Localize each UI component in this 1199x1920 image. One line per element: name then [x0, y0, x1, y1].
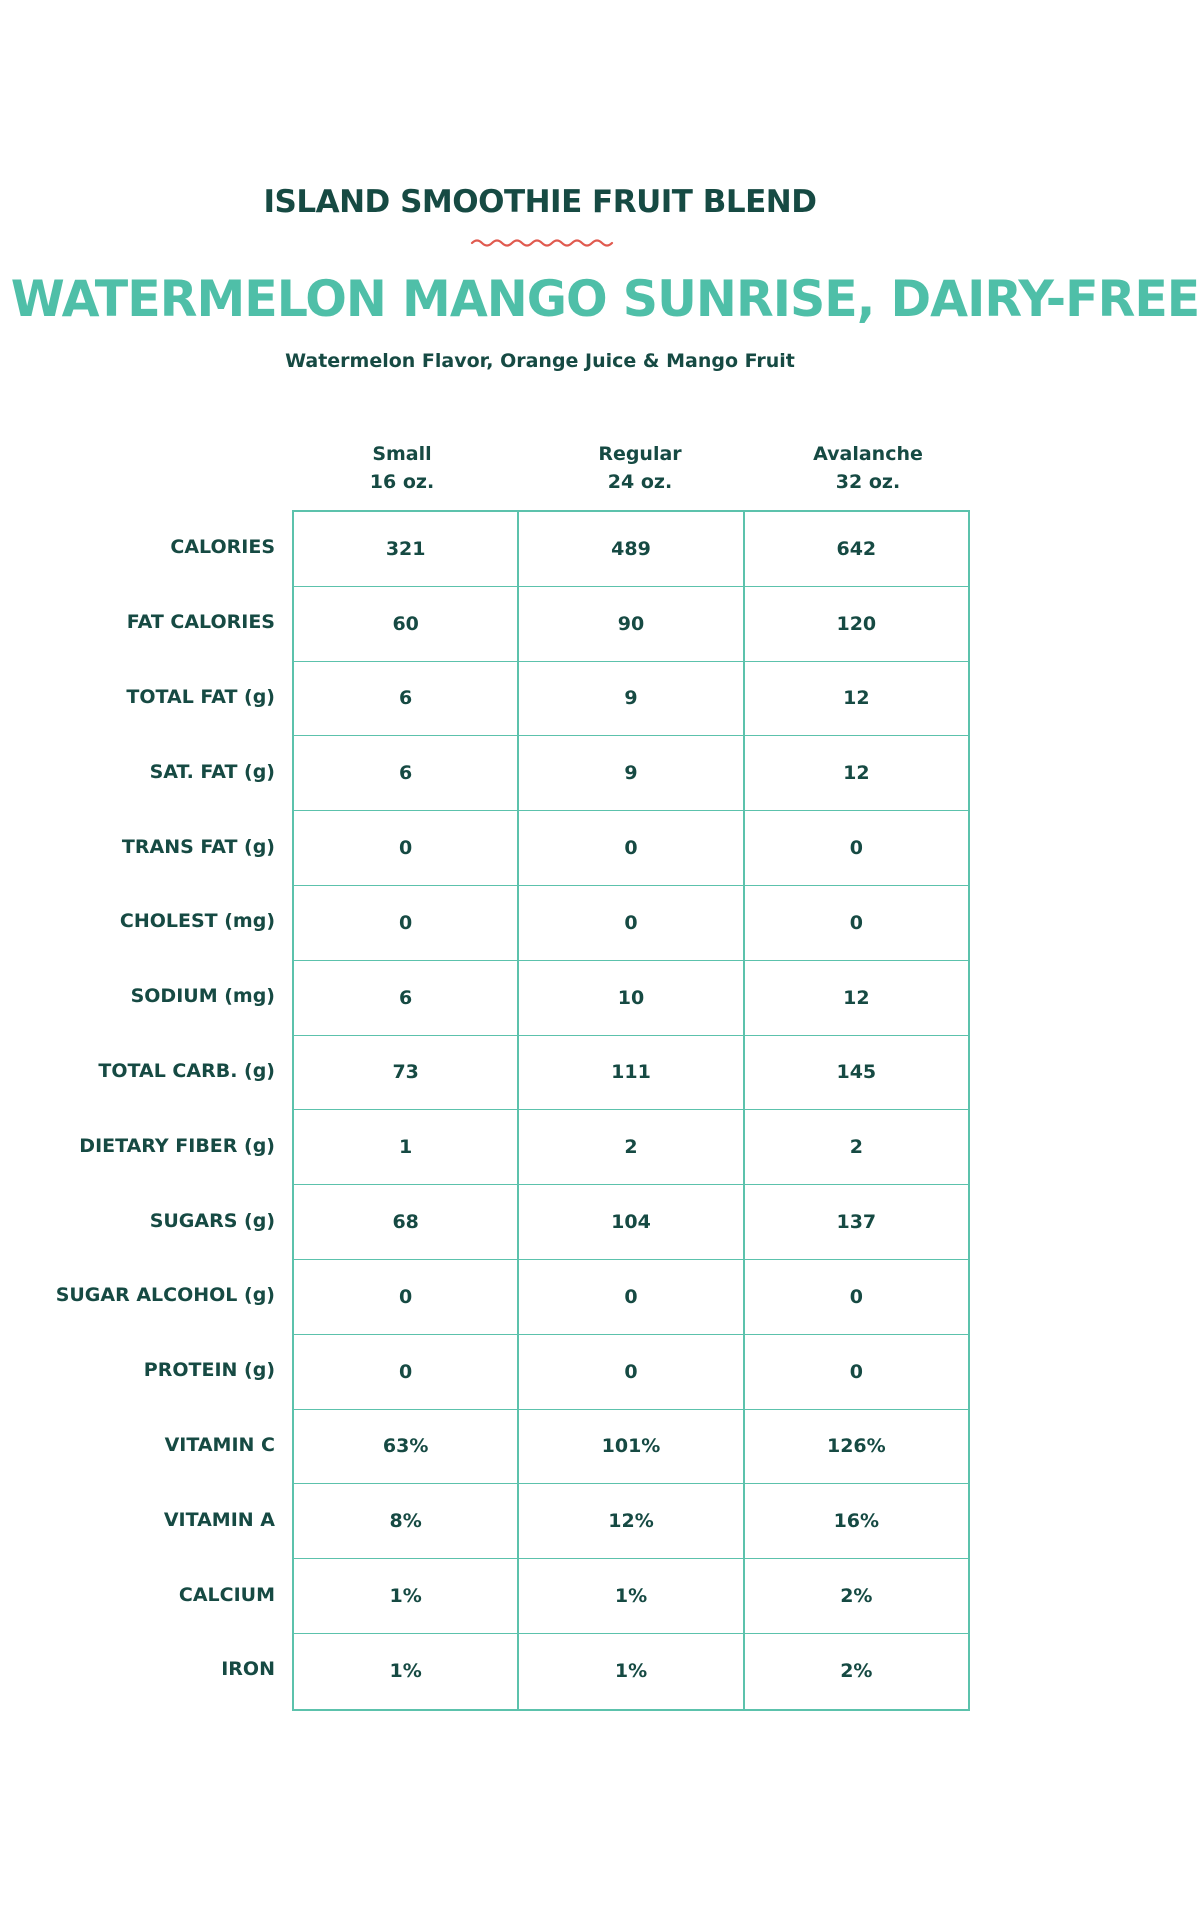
nutrient-value-cell: 0: [519, 811, 744, 885]
nutrient-value-cell: 0: [519, 886, 744, 960]
nutrient-value-cell: 0: [519, 1260, 744, 1334]
nutrient-label: SODIUM (mg): [130, 985, 275, 1008]
nutrient-value-cell: 2%: [840, 1585, 873, 1608]
size-name: Small: [372, 443, 432, 465]
nutrient-label: CALORIES: [170, 536, 275, 559]
table-row: [294, 512, 968, 587]
nutrient-value-cell: 12: [843, 762, 870, 785]
table-row: [294, 587, 968, 662]
nutrient-value-cell: 63%: [294, 1410, 519, 1484]
nutrient-labels: [0, 510, 275, 1707]
nutrition-grid: [292, 510, 970, 1711]
nutrient-label: PROTEIN (g): [143, 1359, 275, 1382]
nutrient-value-cell: 6: [294, 736, 519, 810]
nutrient-value-cell: 0: [294, 886, 519, 960]
nutrient-value-cell: 104: [519, 1185, 744, 1259]
product-subtitle: Watermelon Flavor, Orange Juice & Mango Fruit: [285, 350, 795, 372]
nutrient-value-cell: 90: [519, 587, 744, 661]
nutrient-value-cell: 1: [294, 1110, 519, 1184]
size-volume: 24 oz.: [607, 471, 673, 493]
nutrient-value-cell: 0: [849, 1285, 863, 1308]
nutrient-value-cell: 10: [519, 961, 744, 1035]
nutrient-value-cell: 68: [294, 1185, 519, 1259]
nutrient-value-cell: 12%: [519, 1484, 744, 1558]
table-row: [294, 961, 968, 1036]
nutrient-label: FAT CALORIES: [126, 611, 275, 634]
nutrient-value-cell: 0: [849, 837, 863, 860]
size-name: Avalanche: [813, 443, 923, 465]
table-row: [294, 1410, 968, 1485]
nutrient-value-cell: 0: [519, 1335, 744, 1409]
nutrient-value-cell: 60: [294, 587, 519, 661]
nutrient-value-cell: 321: [294, 512, 519, 586]
nutrient-value-cell: 9: [519, 736, 744, 810]
table-row: [294, 1484, 968, 1559]
nutrient-value-cell: 101%: [519, 1410, 744, 1484]
table-row: [294, 886, 968, 961]
nutrient-label: SUGARS (g): [149, 1209, 275, 1232]
nutrient-value-cell: 12: [843, 687, 870, 710]
nutrient-value-cell: 1%: [519, 1634, 744, 1709]
nutrient-value-cell: 126%: [826, 1435, 886, 1458]
nutrient-label: DIETARY FIBER (g): [79, 1134, 275, 1157]
table-row: [294, 1185, 968, 1260]
nutrient-value-cell: 0: [294, 1335, 519, 1409]
nutrient-value-cell: 111: [519, 1036, 744, 1110]
size-header-avalanche: [798, 440, 938, 496]
nutrient-value-cell: 16%: [833, 1510, 880, 1533]
nutrient-value-cell: 137: [836, 1211, 877, 1234]
nutrient-value-cell: 9: [519, 662, 744, 736]
nutrient-value-cell: 489: [519, 512, 744, 586]
size-volume: 32 oz.: [835, 471, 901, 493]
nutrient-label: TOTAL FAT (g): [126, 685, 275, 708]
nutrient-value-cell: 1%: [294, 1559, 519, 1633]
nutrient-value-cell: 145: [836, 1061, 877, 1084]
nutrient-value-cell: 0: [849, 911, 863, 934]
nutrient-value-cell: 73: [294, 1036, 519, 1110]
nutrient-label: IRON: [221, 1658, 275, 1681]
nutrient-label: SAT. FAT (g): [149, 760, 275, 783]
nutrient-value-cell: 0: [849, 1360, 863, 1383]
nutrient-value-cell: 2: [849, 1136, 863, 1159]
table-row: [294, 1036, 968, 1111]
nutrient-label: SUGAR ALCOHOL (g): [55, 1284, 275, 1307]
nutrient-value-cell: 120: [836, 612, 877, 635]
nutrient-value-cell: 642: [836, 537, 877, 560]
table-row: [294, 1634, 968, 1709]
size-volume: 16 oz.: [369, 471, 435, 493]
nutrient-value-cell: 8%: [294, 1484, 519, 1558]
nutrient-value-cell: 6: [294, 961, 519, 1035]
nutrient-value-cell: 0: [294, 811, 519, 885]
nutrient-value-cell: 2%: [840, 1660, 873, 1683]
nutrient-label: TRANS FAT (g): [121, 835, 275, 858]
nutrient-value-cell: 2: [519, 1110, 744, 1184]
nutrient-label: VITAMIN C: [164, 1433, 275, 1456]
size-name: Regular: [598, 443, 682, 465]
nutrient-label: CHOLEST (mg): [119, 910, 275, 933]
category-title: ISLAND SMOOTHIE FRUIT BLEND: [263, 184, 817, 220]
nutrient-value-cell: 1%: [519, 1559, 744, 1633]
squiggle-divider-icon: [470, 236, 615, 250]
nutrient-label: TOTAL CARB. (g): [98, 1059, 275, 1082]
table-row: [294, 1335, 968, 1410]
nutrient-label: CALCIUM: [178, 1583, 275, 1606]
table-row: [294, 662, 968, 737]
table-row: [294, 1110, 968, 1185]
product-title: WATERMELON MANGO SUNRISE, DAIRY-FREE: [10, 270, 1199, 328]
size-header-small: [342, 440, 462, 496]
table-row: [294, 811, 968, 886]
table-row: [294, 1260, 968, 1335]
table-row: [294, 736, 968, 811]
nutrient-label: VITAMIN A: [163, 1508, 275, 1531]
nutrient-value-cell: 6: [294, 662, 519, 736]
nutrient-value-cell: 0: [294, 1260, 519, 1334]
nutrient-value-cell: 1%: [294, 1634, 519, 1709]
nutrient-value-cell: 12: [843, 986, 870, 1009]
size-header-regular: [580, 440, 700, 496]
table-row: [294, 1559, 968, 1634]
